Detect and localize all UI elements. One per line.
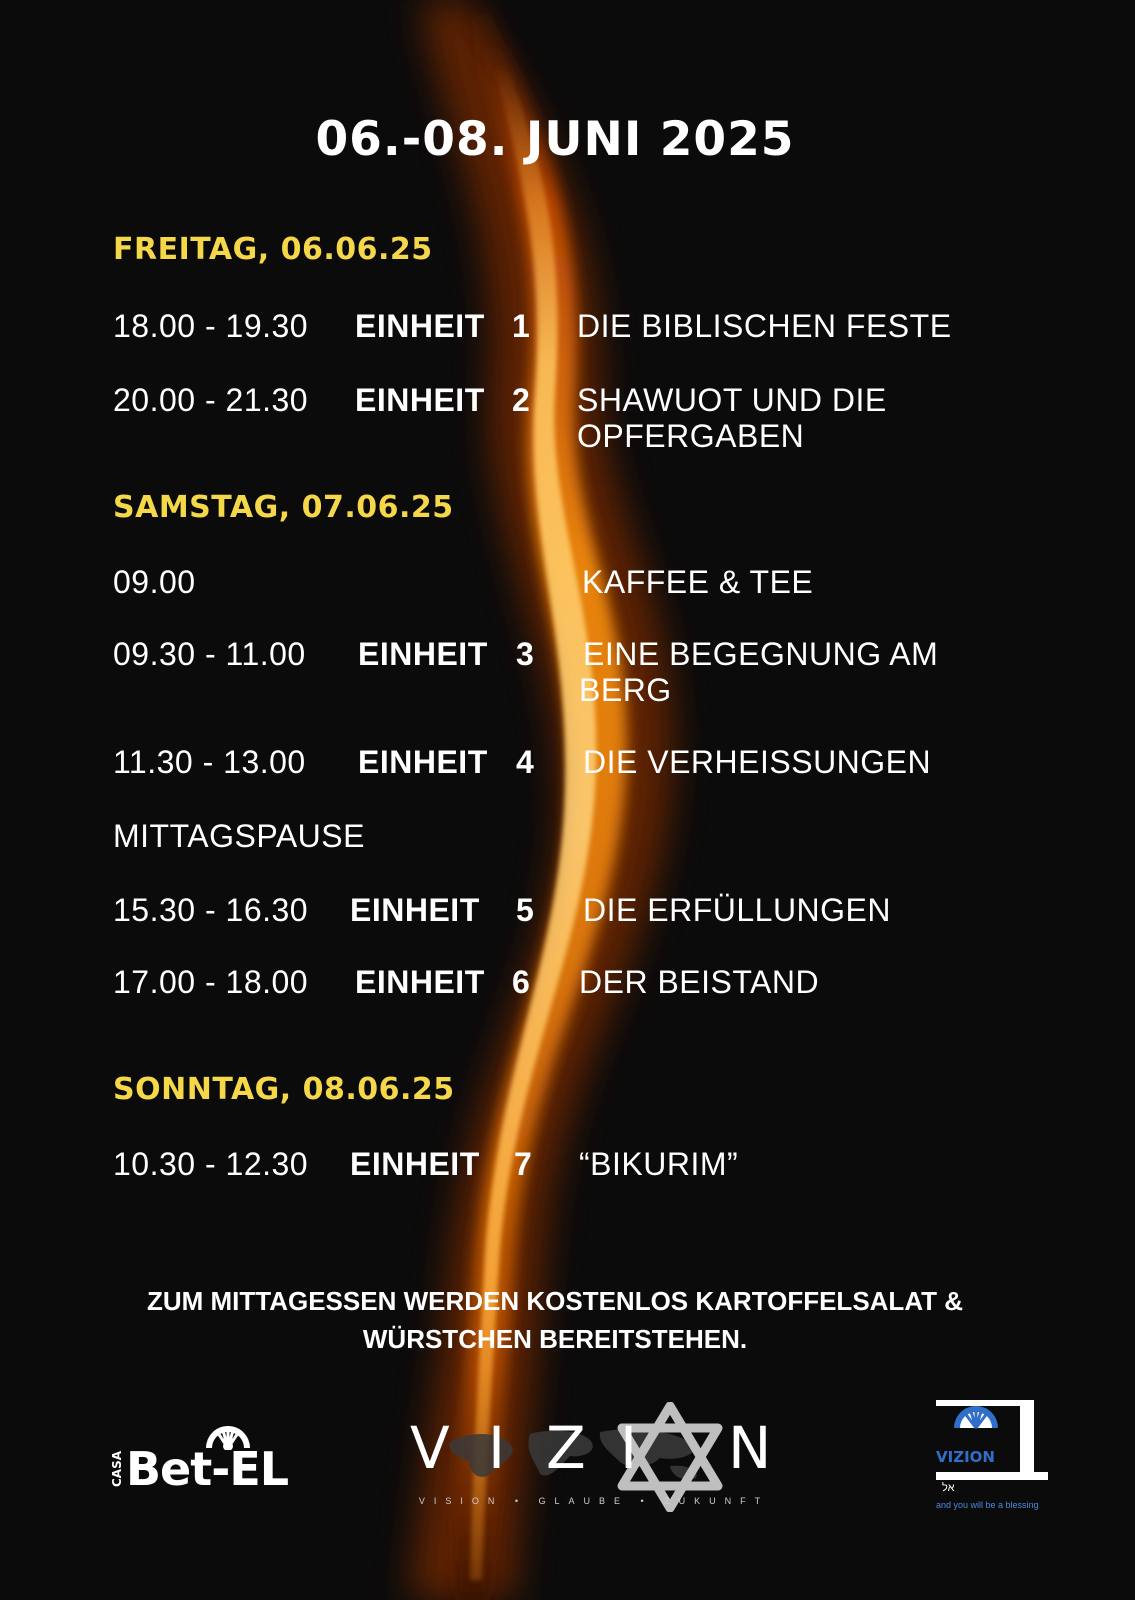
lunch-note-line-2: WÜRSTCHEN BEREITSTEHEN. — [362, 1324, 748, 1354]
schedule-unit-number: 4 — [516, 744, 535, 780]
schedule-topic: KAFFEE & TEE — [582, 564, 814, 600]
lunch-note-line-1: ZUM MITTAGESSEN WERDEN KOSTENLOS KARTOFFELSALAT & — [146, 1286, 964, 1316]
schedule-unit-number: 7 — [514, 1146, 533, 1182]
day-heading-saturday: SAMSTAG, 07.06.25 — [113, 490, 454, 525]
schedule-time: 10.30 - 12.30 — [113, 1146, 309, 1182]
vizion-tagline: VISION • GLAUBE • ZUKUNFT — [418, 1496, 770, 1506]
schedule-topic: DIE ERFÜLLUNGEN — [583, 892, 891, 928]
vizion-letter: N — [728, 1414, 772, 1482]
schedule-unit: EINHEIT — [350, 1146, 480, 1182]
schedule-topic-line-1: SHAWUOT UND DIE — [577, 382, 887, 418]
schedule-topic: DIE VERHEISSUNGEN — [583, 744, 932, 780]
day-heading-friday: FREITAG, 06.06.25 — [113, 232, 433, 267]
schedule-unit-number: 6 — [512, 964, 531, 1000]
schedule-unit-number: 2 — [512, 382, 531, 418]
vizion-el-name: VIZION — [936, 1448, 995, 1466]
schedule-topic-line-2: OPFERGABEN — [577, 418, 805, 454]
schedule-unit-number: 3 — [516, 636, 535, 672]
vizion-letter: Z — [546, 1414, 586, 1482]
vizion-el-base — [936, 1472, 1048, 1480]
day-heading-sunday: SONNTAG, 08.06.25 — [113, 1072, 455, 1107]
schedule-topic-line-2: BERG — [579, 672, 672, 708]
page-title: 06.-08. JUNI 2025 — [315, 112, 795, 167]
vizion-logo — [410, 1408, 780, 1518]
vizion-el-slogan: and you will be a blessing — [936, 1500, 1039, 1510]
schedule-time: 20.00 - 21.30 — [113, 382, 309, 418]
casa-label-wrap — [106, 1446, 126, 1496]
casa-label: CASA — [110, 1450, 124, 1488]
schedule-topic: DER BEISTAND — [579, 964, 820, 1000]
schedule-unit: EINHEIT — [358, 744, 488, 780]
schedule-unit-number: 1 — [512, 308, 531, 344]
schedule-time: 09.30 - 11.00 — [113, 636, 306, 672]
schedule-time: 15.30 - 16.30 — [113, 892, 309, 928]
schedule-topic-line-1: EINE BEGEGNUNG AM — [583, 636, 939, 672]
vizion-letter: V — [410, 1414, 450, 1482]
schedule-time: 18.00 - 19.30 — [113, 308, 309, 344]
vizion-letter: I — [620, 1414, 638, 1482]
schedule-unit: EINHEIT — [355, 308, 485, 344]
schedule-unit: EINHEIT — [350, 892, 480, 928]
casa-betel-logo — [106, 1420, 326, 1500]
vizion-el-hebrew: אל — [942, 1482, 955, 1494]
betel-wordmark: Bet-EL — [126, 1442, 289, 1496]
schedule-topic: DIE BIBLISCHEN FESTE — [577, 308, 952, 344]
schedule-time: 17.00 - 18.00 — [113, 964, 309, 1000]
lunch-note — [0, 1282, 1110, 1358]
vizion-letter: I — [488, 1414, 506, 1482]
schedule-unit: EINHEIT — [355, 964, 485, 1000]
schedule-unit: EINHEIT — [358, 636, 488, 672]
schedule-time: 09.00 — [113, 564, 196, 600]
schedule-time: 11.30 - 13.00 — [113, 744, 306, 780]
schedule-unit-number: 5 — [516, 892, 535, 928]
lunch-break-label: MITTAGSPAUSE — [113, 818, 365, 854]
schedule-unit: EINHEIT — [355, 382, 485, 418]
vizion-el-logo — [930, 1400, 1050, 1518]
schedule-topic: “BIKURIM” — [579, 1146, 739, 1182]
